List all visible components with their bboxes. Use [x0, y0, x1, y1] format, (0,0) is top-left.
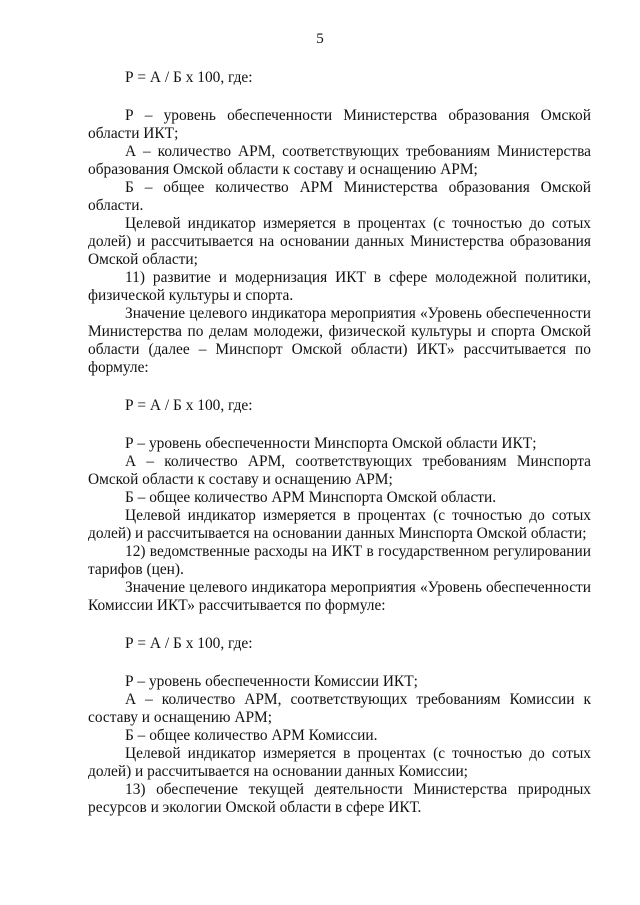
paragraph: Целевой индикатор измеряется в процентах (с точностью до сотых долей) и рассчитывается на основании данных Минспорта Омской области;	[88, 507, 591, 542]
paragraph: Р – уровень обеспеченности Минспорта Омской области ИКТ;	[125, 435, 537, 452]
paragraph: А – количество АРМ, соответствующих требованиям Комиссии к составу и оснащению АРМ;	[88, 691, 591, 726]
paragraph: Значение целевого индикатора мероприятия «Уровень обеспеченности Министерства по делам молодежи, физической культуры и спорта Омской области (далее – Минспорт Омской области) ИКТ» рассчитывается по формуле:	[88, 305, 591, 376]
paragraph: А – количество АРМ, соответствующих требованиям Министерства образования Омской области к составу и оснащению АРМ;	[88, 143, 591, 178]
formula: Р = А / Б х 100, где:	[125, 635, 253, 652]
paragraph: Значение целевого индикатора мероприятия «Уровень обеспеченности Комиссии ИКТ» рассчитывается по формуле:	[88, 579, 591, 614]
paragraph: Р – уровень обеспеченности Комиссии ИКТ;	[125, 673, 418, 690]
formula: Р = А / Б х 100, где:	[125, 69, 253, 86]
paragraph: Целевой индикатор измеряется в процентах (с точностью до сотых долей) и рассчитывается на основании данных Министерства образования Омской области;	[88, 215, 591, 268]
paragraph-spacer	[88, 377, 591, 397]
paragraph: 13) обеспечение текущей деятельности Министерства природных ресурсов и экологии Омской области в сфере ИКТ.	[88, 781, 591, 816]
document-body	[88, 69, 591, 817]
paragraph: Б – общее количество АРМ Минспорта Омской области.	[125, 489, 497, 506]
paragraph: Р – уровень обеспеченности Министерства образования Омской области ИКТ;	[88, 107, 591, 142]
paragraph: 12) ведомственные расходы на ИКТ в государственном регулировании тарифов (цен).	[88, 543, 591, 578]
paragraph: 11) развитие и модернизация ИКТ в сфере молодежной политики, физической культуры и спорта.	[88, 269, 591, 304]
paragraph: Б – общее количество АРМ Министерства образования Омской области.	[88, 179, 591, 214]
paragraph: Б – общее количество АРМ Комиссии.	[125, 727, 378, 744]
paragraph: Целевой индикатор измеряется в процентах (с точностью до сотых долей) и рассчитывается на основании данных Комиссии;	[88, 745, 591, 780]
paragraph-spacer	[88, 653, 591, 673]
paragraph-spacer	[88, 415, 591, 435]
page-number: 5	[316, 31, 324, 47]
paragraph-spacer	[88, 87, 591, 107]
paragraph: А – количество АРМ, соответствующих требованиям Минспорта Омской области к составу и оснащению АРМ;	[88, 453, 591, 488]
paragraph-spacer	[88, 615, 591, 635]
formula: Р = А / Б х 100, где:	[125, 397, 253, 414]
